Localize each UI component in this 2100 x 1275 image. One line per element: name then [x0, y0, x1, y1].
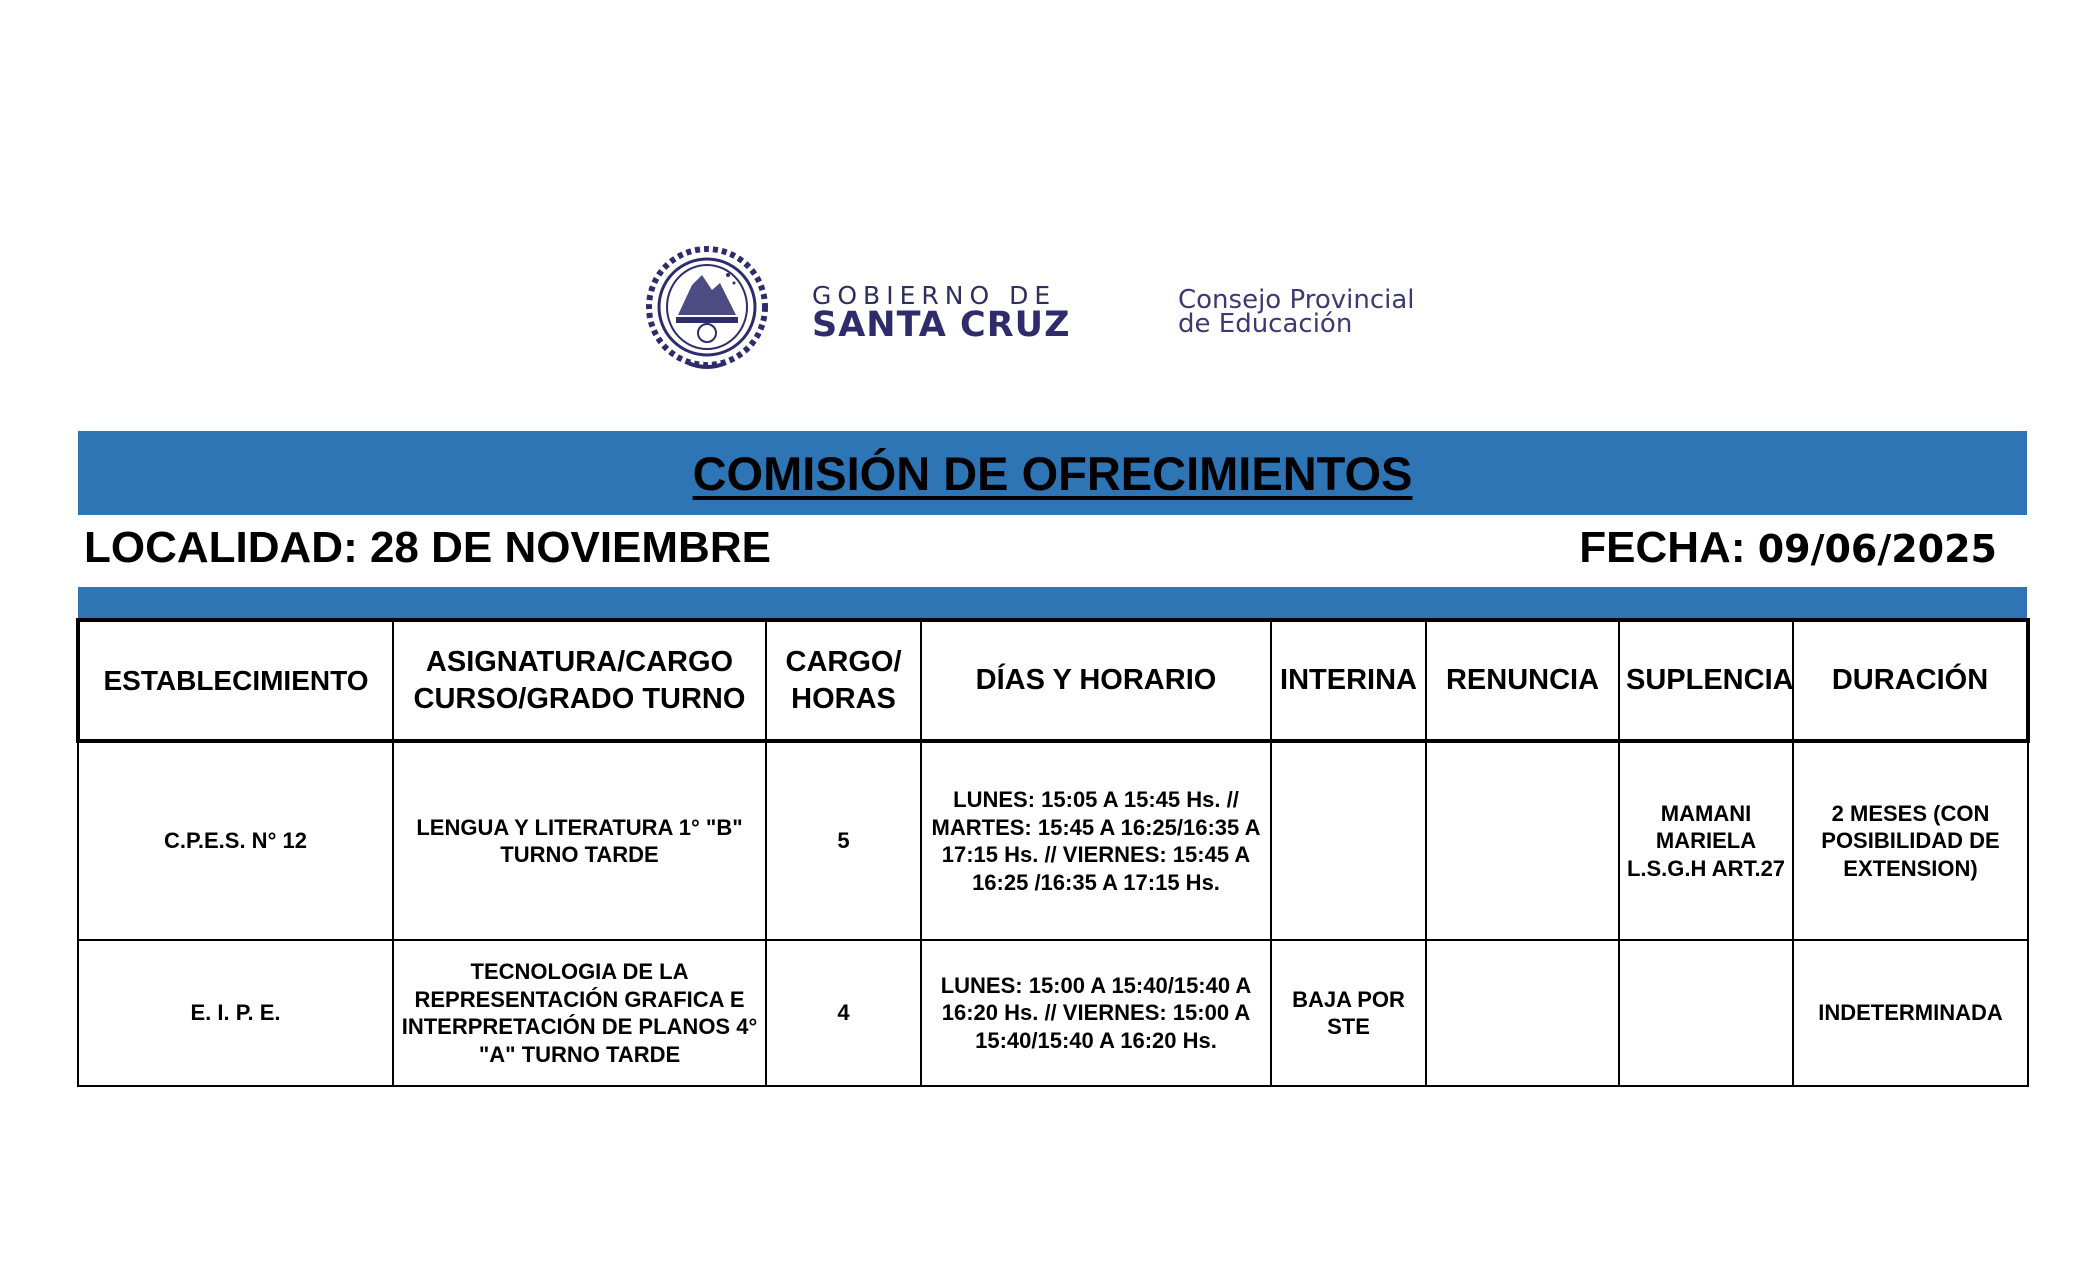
cell-duracion: 2 MESES (CON POSIBILIDAD DE EXTENSION): [1793, 741, 2028, 940]
page-title: COMISIÓN DE OFRECIMIENTOS: [692, 446, 1413, 500]
header-cargo-horas: CARGO/ HORAS: [766, 620, 921, 741]
fecha-value: 09/06/2025: [1757, 527, 1997, 571]
fecha: [1579, 523, 1997, 573]
cell-interina: BAJA POR STE: [1271, 940, 1426, 1086]
offers-table: [76, 618, 2030, 1087]
cell-establecimiento: C.P.E.S. N° 12: [78, 741, 393, 940]
consejo-line1: Consejo Provincial: [1178, 285, 1415, 315]
header-renuncia: RENUNCIA: [1426, 620, 1619, 741]
cell-asignatura: LENGUA Y LITERATURA 1° "B" TURNO TARDE: [393, 741, 766, 940]
consejo-line2: de Educación: [1178, 309, 1353, 339]
header-establecimiento: ESTABLECIMIENTO: [78, 620, 393, 741]
cell-duracion: INDETERMINADA: [1793, 940, 2028, 1086]
table-row: [78, 940, 2028, 1086]
gobierno-line1: GOBIERNO DE: [812, 281, 1057, 310]
cell-renuncia: [1426, 741, 1619, 940]
cell-interina: [1271, 741, 1426, 940]
header-interina: INTERINA: [1271, 620, 1426, 741]
header-suplencia: SUPLENCIA: [1619, 620, 1793, 741]
header-asignatura: ASIGNATURA/CARGO CURSO/GRADO TURNO: [393, 620, 766, 741]
santa-cruz-seal-icon: [640, 245, 775, 375]
title-band: [78, 431, 2027, 515]
table-header-row: [78, 620, 2028, 741]
cell-suplencia: [1619, 940, 1793, 1086]
cell-renuncia: [1426, 940, 1619, 1086]
header-dias-horario: DÍAS Y HORARIO: [921, 620, 1271, 741]
cell-dias-horario: LUNES: 15:00 A 15:40/15:40 A 16:20 Hs. // VIERNES: 15:00 A 15:40/15:40 A 16:20 Hs.: [921, 940, 1271, 1086]
cell-cargo-horas: 5: [766, 741, 921, 940]
table-row: [78, 741, 2028, 940]
divider-band: [78, 587, 2027, 618]
cell-dias-horario: LUNES: 15:05 A 15:45 Hs. // MARTES: 15:45 A 16:25/16:35 A 17:15 Hs. // VIERNES: 15:45 A 16:25 /16:35 A 17:15 Hs.: [921, 741, 1271, 940]
header-logos: [640, 245, 1480, 375]
fecha-label: FECHA:: [1579, 523, 1746, 572]
header-duracion: DURACIÓN: [1793, 620, 2028, 741]
cell-suplencia: MAMANI MARIELA L.S.G.H ART.27: [1619, 741, 1793, 940]
localidad-label: LOCALIDAD: 28 DE NOVIEMBRE: [84, 523, 771, 572]
cell-cargo-horas: 4: [766, 940, 921, 1086]
gobierno-line2: SANTA CRUZ: [812, 305, 1071, 345]
cell-establecimiento: E. I. P. E.: [78, 940, 393, 1086]
cell-asignatura: TECNOLOGIA DE LA REPRESENTACIÓN GRAFICA E INTERPRETACIÓN DE PLANOS 4° "A" TURNO TARDE: [393, 940, 766, 1086]
